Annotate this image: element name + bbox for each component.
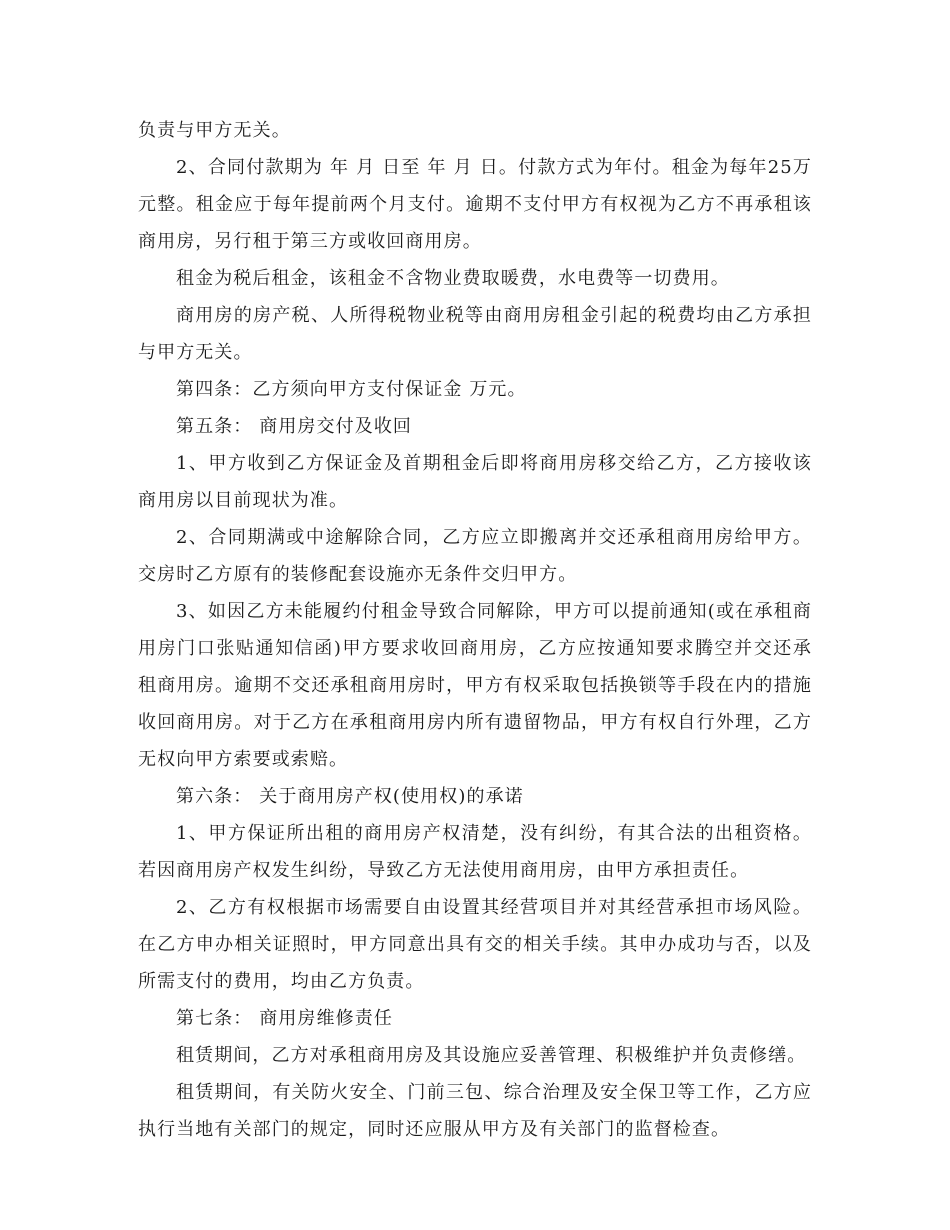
clause-7-heading: 第七条： 商用房维修责任	[176, 1008, 393, 1029]
paragraph-safety-compliance: 租赁期间，有关防火安全、门前三包、综合治理及安全保卫等工作，乙方应执行当地有关部门的规定，同时还应服从甲方及有关部门的监督检查。	[138, 1082, 812, 1140]
clause-6-heading: 第六条： 关于商用房产权(使用权)的承诺	[176, 786, 524, 807]
document-body	[138, 112, 812, 1148]
paragraph-expiry-return: 2、合同期满或中途解除合同，乙方应立即搬离并交还承租商用房给甲方。交房时乙方原有的装修配套设施亦无条件交归甲方。	[138, 527, 812, 585]
paragraph-business-license: 2、乙方有权根据市场需要自由设置其经营项目并对其经营承担市场风险。在乙方申办相关证照时，甲方同意出具有交的相关手续。其申办成功与否，以及所需支付的费用，均由乙方负责。	[138, 897, 812, 992]
paragraph-rent-after-tax: 租金为税后租金，该租金不含物业费取暖费，水电费等一切费用。	[176, 268, 730, 289]
paragraph-continuation: 负责与甲方无关。	[138, 120, 291, 141]
paragraph-maintenance: 租赁期间，乙方对承租商用房及其设施应妥善管理、积极维护并负责修缮。	[176, 1045, 807, 1066]
paragraph-payment-term: 2、合同付款期为 年 月 日至 年 月 日。付款方式为年付。租金为每年25万元整。租金应于每年提前两个月支付。逾期不支付甲方有权视为乙方不再承租该商用房，另行租于第三方或收回商用房。	[138, 157, 812, 252]
paragraph-termination-recovery: 3、如因乙方未能履约付租金导致合同解除，甲方可以提前通知(或在承租商用房门口张贴通知信函)甲方要求收回商用房，乙方应按通知要求腾空并交还承租商用房。逾期不交还承租商用房时，甲方有权采取包括换锁等手段在内的措施收回商用房。对于乙方在承租商用房内所有遗留物品，甲方有权自行外理，乙方无权向甲方索要或索赔。	[138, 601, 812, 770]
clause-4-heading: 第四条：乙方须向甲方支付保证金 万元。	[176, 379, 527, 400]
paragraph-property-rights: 1、甲方保证所出租的商用房产权清楚，没有纠纷，有其合法的出租资格。若因商用房产权发生纠纷，导致乙方无法使用商用房，由甲方承担责任。	[138, 823, 812, 881]
paragraph-handover: 1、甲方收到乙方保证金及首期租金后即将商用房移交给乙方，乙方接收该商用房以目前现状为准。	[138, 453, 812, 511]
clause-5-heading: 第五条： 商用房交付及收回	[176, 416, 413, 437]
paragraph-tax-burden: 商用房的房产税、人所得税物业税等由商用房租金引起的税费均由乙方承担与甲方无关。	[138, 305, 812, 363]
